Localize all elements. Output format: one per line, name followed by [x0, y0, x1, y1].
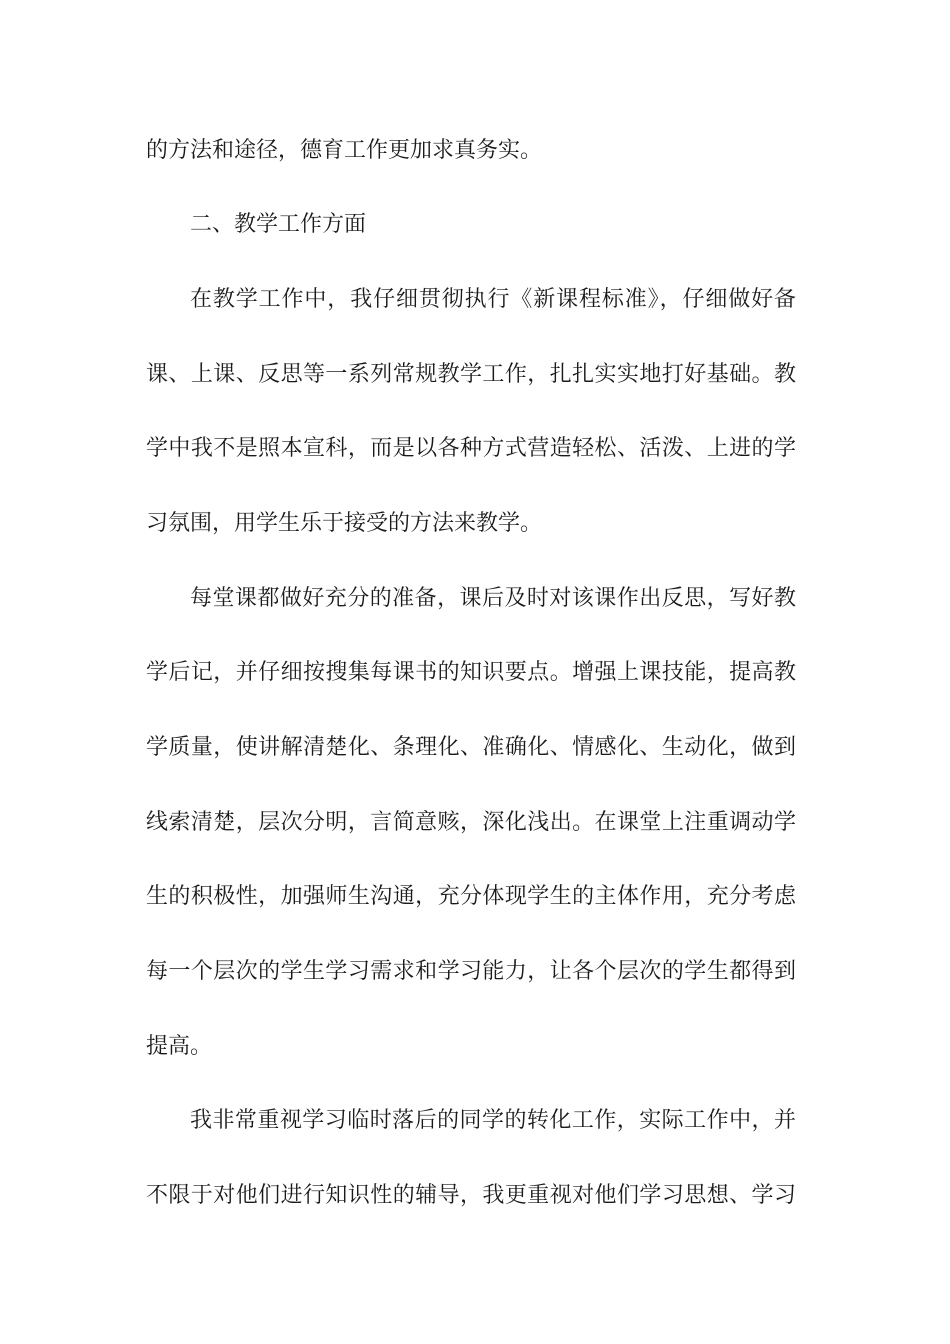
text-line: 我非常重视学习临时落后的同学的转化工作，实际工作中，并	[190, 1108, 796, 1133]
text-line: 课、上课、反思等一系列常规教学工作，扎扎实实地打好基础。教	[146, 362, 796, 387]
text-line: 每一个层次的学生学习需求和学习能力，让各个层次的学生都得到	[146, 959, 796, 984]
text-line: 提高。	[146, 1034, 213, 1059]
text-line: 每堂课都做好充分的准备，课后及时对该课作出反思，写好教	[190, 586, 796, 611]
text-line: 学后记，并仔细按搜集每课书的知识要点。增强上课技能，提高教	[146, 660, 796, 685]
text-line: 学质量，使讲解清楚化、条理化、准确化、情感化、生动化，做到	[146, 735, 796, 760]
text-line: 的方法和途径，德育工作更加求真务实。	[146, 138, 543, 163]
text-line: 线索清楚，层次分明，言简意赅，深化浅出。在课堂上注重调动学	[146, 810, 796, 835]
text-line: 学中我不是照本宣科，而是以各种方式营造轻松、活泼、上进的学	[146, 436, 796, 461]
text-line: 在教学工作中，我仔细贯彻执行《新课程标准》，仔细做好备	[190, 287, 796, 312]
text-line: 不限于对他们进行知识性的辅导，我更重视对他们学习思想、学习	[146, 1183, 796, 1208]
text-line: 生的积极性，加强师生沟通，充分体现学生的主体作用，充分考虑	[146, 884, 796, 909]
text-line: 习氛围，用学生乐于接受的方法来教学。	[146, 511, 543, 536]
section-heading: 二、教学工作方面	[190, 212, 367, 237]
